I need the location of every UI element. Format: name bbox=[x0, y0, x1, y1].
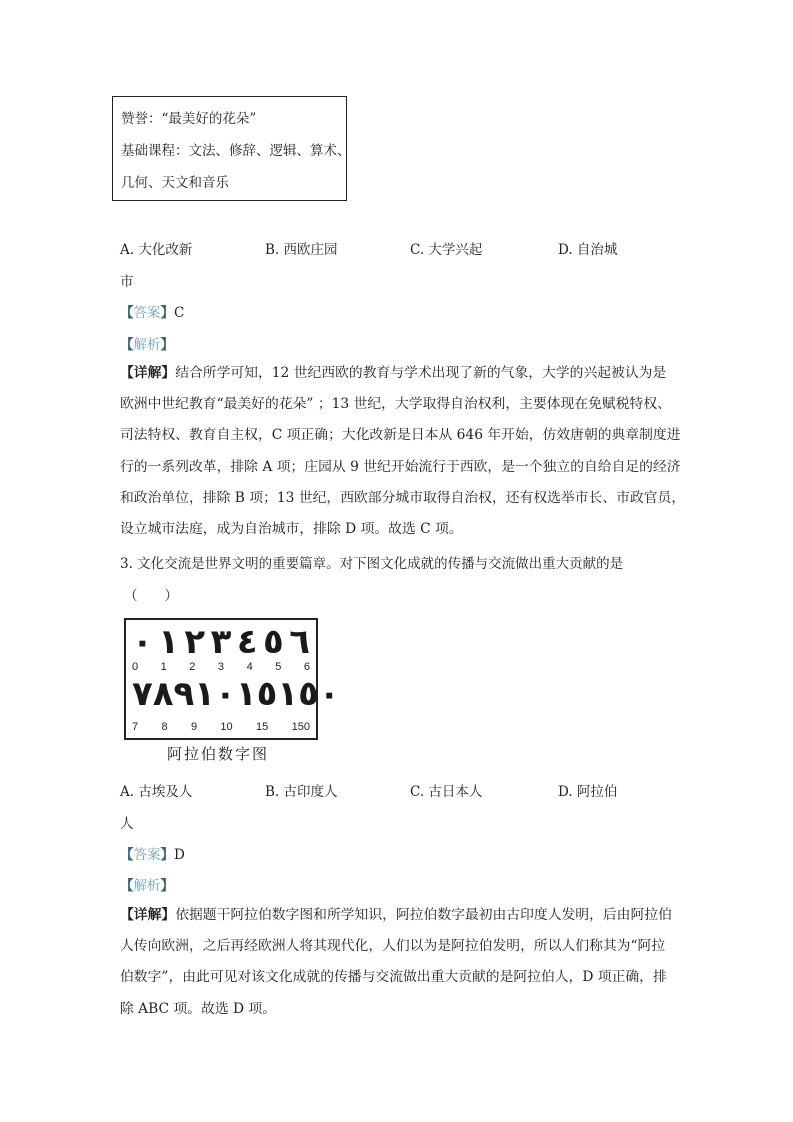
numeral-label: 8 bbox=[161, 721, 168, 733]
analysis-bracket-open: 【 bbox=[120, 878, 134, 894]
arabic-glyph: ١ bbox=[158, 622, 179, 662]
answer-label: 答案 bbox=[133, 847, 161, 863]
numeral-label: 15 bbox=[256, 721, 269, 733]
answer-label: 答案 bbox=[133, 305, 161, 321]
arabic-numerals-figure bbox=[124, 618, 340, 740]
figure-row-2-labels bbox=[132, 721, 310, 733]
analysis-label: 解析 bbox=[133, 878, 161, 894]
numeral-label: 2 bbox=[189, 661, 196, 673]
detail-line: 依据题干阿拉伯数字图和所学知识，阿拉伯数字最初由古印度人发明，后由阿拉伯 bbox=[175, 907, 672, 923]
numeral-label: 3 bbox=[217, 661, 225, 673]
detail-line: 和政治单位，排除 B 项；13 世纪，西欧部分城市取得自治权，还有权选举市长、市政官员， bbox=[120, 489, 686, 506]
analysis-bracket-close: 】 bbox=[160, 337, 174, 353]
arabic-glyph: ٥ bbox=[263, 622, 284, 662]
figure-caption: 阿拉伯数字图 bbox=[167, 745, 270, 763]
q2-option-d-wrap: 市 bbox=[120, 274, 134, 290]
detail-tag: 【详解】 bbox=[120, 365, 176, 381]
quote-box bbox=[112, 96, 351, 201]
q3-analysis bbox=[120, 874, 174, 894]
analysis-bracket-open: 【 bbox=[120, 337, 134, 353]
figure-row-1-labels bbox=[132, 661, 310, 673]
arabic-glyph: ٢ bbox=[184, 622, 206, 662]
detail-line: 结合所学可知，12 世纪西欧的教育与学术出现了新的气象，大学的兴起被认为是 bbox=[175, 365, 667, 381]
numeral-label: 6 bbox=[303, 661, 310, 673]
arabic-glyph: ٤ bbox=[236, 622, 258, 662]
q3-option-c: C. 古日本人 bbox=[410, 784, 483, 800]
numeral-label: 1 bbox=[160, 661, 167, 673]
q2-analysis bbox=[120, 333, 174, 353]
quote-box-line-3: 几何、天文和音乐 bbox=[121, 175, 229, 191]
answer-value: D bbox=[174, 847, 185, 863]
answer-value: C bbox=[174, 305, 185, 321]
arabic-glyph: ١٥ bbox=[235, 674, 278, 714]
answer-bracket-close: 】 bbox=[160, 305, 174, 321]
q3-answer bbox=[120, 843, 185, 863]
numeral-label: 0 bbox=[132, 661, 139, 673]
q3-option-a: A. 古埃及人 bbox=[120, 784, 193, 800]
figure-row-2-glyphs bbox=[132, 674, 340, 714]
answer-bracket-open: 【 bbox=[120, 847, 134, 863]
q3-stem-line-2: （ ） bbox=[124, 588, 178, 604]
q3-option-d: D. 阿拉伯 bbox=[558, 784, 618, 800]
q2-option-d: D. 自治城 bbox=[558, 242, 618, 258]
q3-stem-line-1: 3. 文化交流是世界文明的重要篇章。对下图文化成就的传播与交流做出重大贡献的是 bbox=[120, 556, 624, 572]
quote-box-line-2: 基础课程：文法、修辞、逻辑、算术、 bbox=[121, 143, 351, 159]
numeral-label: 5 bbox=[275, 661, 282, 673]
detail-line: 设立城市法庭，成为自治城市，排除 D 项。故选 C 项。 bbox=[120, 520, 463, 537]
arabic-glyph: ٠ bbox=[132, 622, 153, 662]
numeral-label: 150 bbox=[291, 721, 310, 733]
q3-detail bbox=[120, 900, 675, 1025]
arabic-glyph: ٦ bbox=[289, 622, 310, 662]
detail-line: 除 ABC 项。故选 D 项。 bbox=[120, 1000, 277, 1017]
detail-line: 伯数字”，由此可见对该文化成就的传播与交流做出重大贡献的是阿拉伯人，D 项正确，排 bbox=[120, 969, 667, 986]
analysis-bracket-close: 】 bbox=[160, 878, 174, 894]
numeral-label: 9 bbox=[190, 721, 198, 733]
detail-line: 行的一系列改革，排除 A 项；庄园从 9 世纪开始流行于西欧，是一个独立的自给自足的经济 bbox=[120, 458, 681, 475]
analysis-label: 解析 bbox=[133, 337, 161, 353]
arabic-glyph: ٧ bbox=[132, 674, 153, 714]
numeral-label: 4 bbox=[246, 661, 253, 673]
numeral-label: 10 bbox=[220, 721, 233, 733]
arabic-glyph: ٨ bbox=[152, 674, 174, 714]
arabic-glyph: ٣ bbox=[210, 622, 232, 662]
numeral-label: 7 bbox=[132, 721, 139, 733]
q2-option-c: C. 大学兴起 bbox=[410, 242, 483, 258]
arabic-glyph: ١٥٠ bbox=[277, 674, 340, 714]
arabic-glyph: ١٠ bbox=[194, 674, 236, 714]
arabic-glyph: ٩ bbox=[173, 674, 195, 714]
quote-box-line-1: 赞誉：“最美好的花朵” bbox=[121, 111, 257, 127]
q2-option-a: A. 大化改新 bbox=[120, 242, 193, 258]
q3-option-d-wrap: 人 bbox=[120, 816, 134, 832]
detail-tag: 【详解】 bbox=[120, 907, 176, 923]
q2-option-b: B. 西欧庄园 bbox=[265, 242, 338, 258]
q2-answer bbox=[120, 301, 184, 321]
detail-line: 司法特权、教育自主权，C 项正确；大化改新是日本从 646 年开始，仿效唐朝的典章制度进 bbox=[120, 427, 681, 444]
q3-option-b: B. 古印度人 bbox=[265, 784, 338, 800]
answer-bracket-close: 】 bbox=[160, 847, 174, 863]
q2-detail bbox=[120, 358, 686, 545]
figure-row-1-glyphs bbox=[132, 622, 310, 662]
detail-line: 人传向欧洲，之后再经欧洲人将其现代化，人们以为是阿拉伯发明，所以人们称其为“阿拉 bbox=[120, 938, 666, 955]
detail-line: 欧洲中世纪教育“最美好的花朵” ；13 世纪，大学取得自治权利，主要体现在免赋税特权、 bbox=[120, 396, 671, 413]
answer-bracket-open: 【 bbox=[120, 305, 134, 321]
